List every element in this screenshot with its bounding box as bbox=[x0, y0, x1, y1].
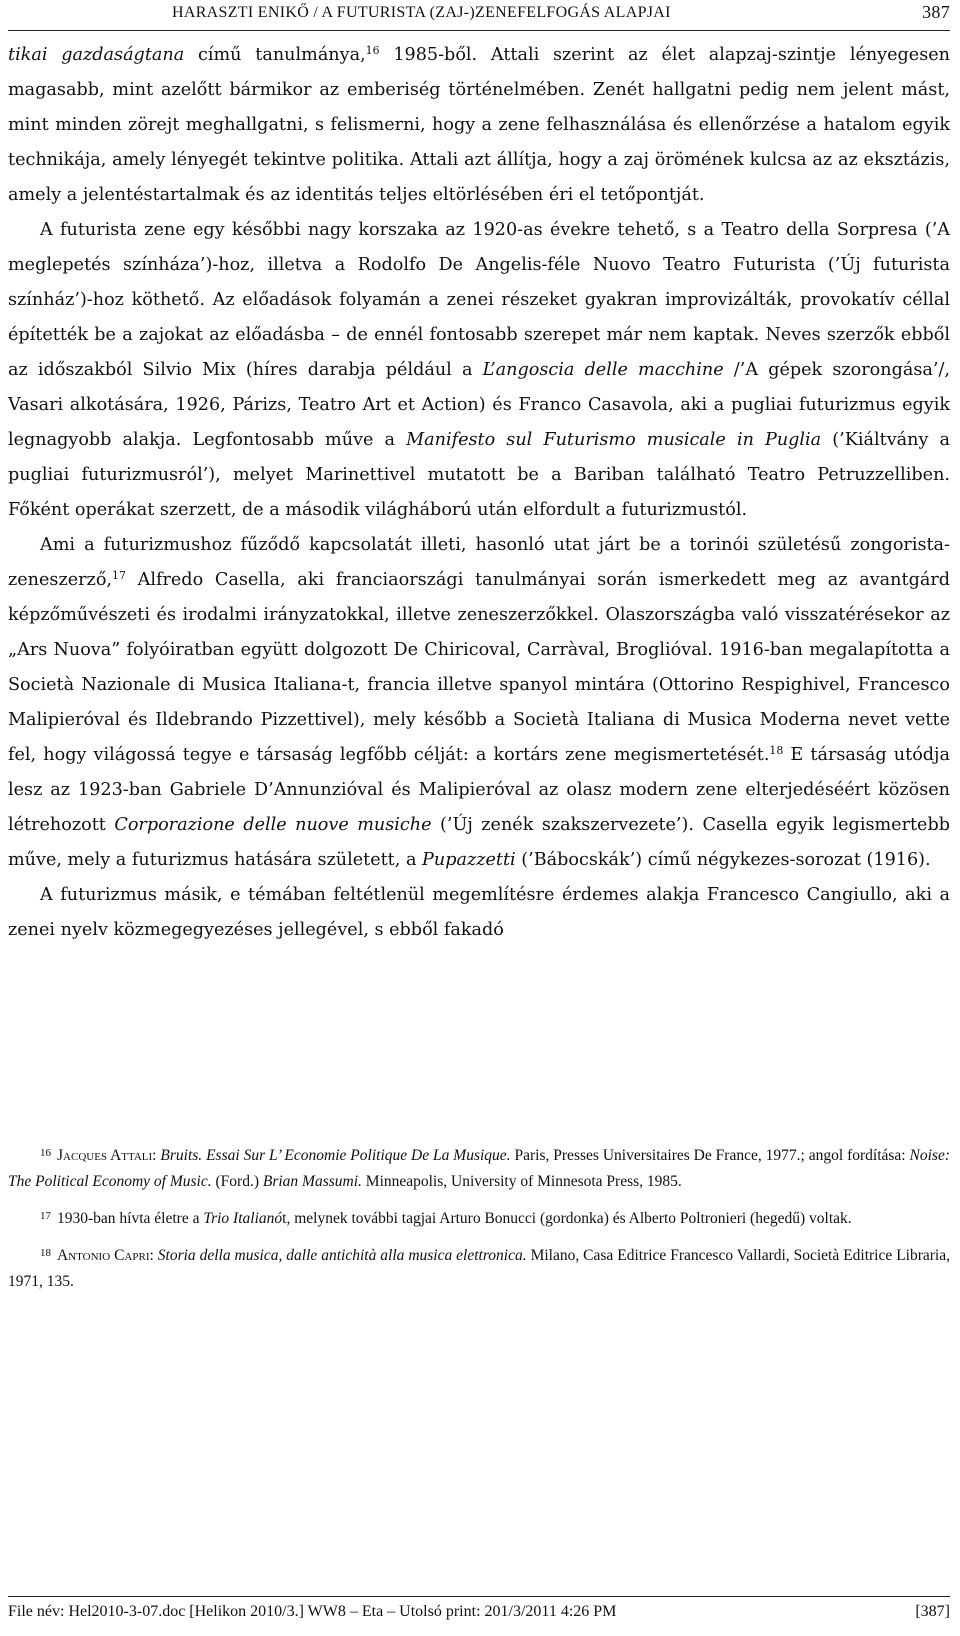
running-header bbox=[8, 2, 950, 28]
text-run: : bbox=[152, 1147, 161, 1164]
footer-divider bbox=[8, 1596, 950, 1597]
footnote-16 bbox=[8, 1140, 950, 1195]
italic-title: L’angoscia delle macchine bbox=[482, 360, 724, 380]
text-run: Paris, Presses Universitaires De France, 1977.; angol fordítása: bbox=[510, 1147, 910, 1164]
italic-title: Bruits. Essai Sur L’ Economie Politique De La Musique. bbox=[160, 1147, 511, 1164]
footnote-author: Antonio Capri bbox=[57, 1247, 150, 1264]
text-run: (’Bábocskák’) című négykezes-sorozat (1916). bbox=[515, 850, 931, 870]
main-text bbox=[8, 38, 950, 948]
paragraph-2 bbox=[8, 213, 950, 528]
text-run: Alfredo Casella, aki franciaországi tanulmányai során ismerkedett meg az avantgárd képzőművészeti és irodalmi irányzatokkal, illetve zeneszerzőkkel. Olaszországba való visszatérésekor az „Ars Nuova” folyóiratban együtt dolgozott De Chiricoval, Carràval, Broglióval. 1916-ban megalapította a Società Nazionale di Musica Italiana-t, francia illetve spanyol mintára (Ottorino Respighivel, Francesco Malipieróval és Ildebrando Pizzettivel), mely később a Società Italiana di Musica Moderna nevet vette fel, hogy világossá tegye e társaság legfőbb célját: a kortárs zene megismertetését. bbox=[8, 570, 950, 765]
italic-name: Brian Massumi. bbox=[262, 1173, 362, 1190]
text-run: Minneapolis, University of Minnesota Press, 1985. bbox=[361, 1173, 682, 1190]
page-footer bbox=[8, 1603, 950, 1629]
footer-page-ref: [387] bbox=[915, 1603, 950, 1620]
text-run: A futurista zene egy későbbi nagy korszaka az 1920-as évekre tehető, s a Teatro della Sorpresa (’A meglepetés színháza’)-hoz, illetva a Rodolfo De Angelis-féle Nuovo Teatro Futurista (’Új futurista színház’)-hoz köthető. Az előadások folyamán a zenei részeket gyakran improvizálták, provokatív céllal építették be a zajokat az előadásba – de ennél fontosabb szerepet már nem kaptak. Neves szerzők ebből az időszakból Silvio Mix (híres darabja például a bbox=[8, 220, 950, 380]
footnote-18 bbox=[8, 1240, 950, 1295]
italic-title: Storia della musica, dalle antichità alla musica elettronica. bbox=[157, 1247, 527, 1264]
footnote-17 bbox=[8, 1203, 950, 1232]
text-run: : bbox=[149, 1247, 158, 1264]
text-run: (’Új zenék szakszervezete’). Casella egyik legismertebb műve, mely a futurizmus hatására született, a bbox=[8, 815, 950, 870]
text-run: 1985-ből. Attali szerint az élet alapzaj-szintje lényegesen magasabb, mint azelőtt bármikor az emberiség történelmében. Zenét hallgatni pedig nem jelent mást, mint minden zörejt meghallgatni, s felismerni, hogy a zene felhasználása és ellenőrzése a hatalom egyik technikája, amely lényegét tekintve politika. Attali azt állítja, hogy a zaj örömének kulcsa az az eksztázis, amely a jelentéstartalmak és az identitás teljes eltörlésében éri el tetőpontját. bbox=[8, 45, 950, 205]
paragraph-1 bbox=[8, 38, 950, 213]
footnotes bbox=[8, 1140, 950, 1303]
footnote-ref-17[interactable]: 17 bbox=[112, 569, 126, 582]
footnote-ref-16[interactable]: 16 bbox=[365, 44, 380, 57]
text-run: t, melynek további tagjai Arturo Bonucci (gordonka) és Alberto Poltronieri (hegedű) voltak. bbox=[282, 1210, 852, 1227]
running-title: HARASZTI ENIKŐ / A FUTURISTA (ZAJ-)ZENEFELFOGÁS ALAPJAI bbox=[172, 4, 671, 21]
text-run: (’Kiáltvány a pugliai futurizmusról’), melyet Marinettivel mutatott be a Bariban található Teatro Petruzzelliben. Főként operákat szerzett, de a második világháború után elfordult a futurizmustól. bbox=[8, 430, 950, 520]
footnote-number: 17 bbox=[40, 1210, 51, 1222]
text-run: Milano, Casa Editrice Francesco Vallardi, Società Editrice Libraria, 1971, 135. bbox=[8, 1247, 950, 1290]
text-run: Ami a futurizmushoz fűződő kapcsolatát illeti, hasonló utat járt be a torinói születésű zongorista-zeneszerző, bbox=[8, 535, 950, 590]
text-run: A futurizmus másik, e témában feltétlenül megemlítésre érdemes alakja Francesco Cangiullo, aki a zenei nyelv közmegegyezéses jellegével, s ebből fakadó bbox=[8, 885, 950, 940]
italic-title: Pupazzetti bbox=[422, 850, 516, 870]
text-run: /’A gépek szorongása’/, Vasari alkotására, 1926, Párizs, Teatro Art et Action) és Franco Casavola, aki a pugliai futurizmus egyik legnagyobb alakja. Legfontosabb műve a bbox=[8, 360, 950, 450]
footnote-author: Jacques Attali bbox=[57, 1147, 153, 1164]
page-number: 387 bbox=[922, 2, 950, 22]
text-run: című tanulmánya, bbox=[184, 45, 366, 65]
footnote-ref-18[interactable]: 18 bbox=[769, 744, 784, 757]
footnote-number: 18 bbox=[40, 1247, 51, 1259]
paragraph-4 bbox=[8, 878, 950, 948]
italic-title: Noise: The Political Economy of Music. bbox=[8, 1147, 950, 1190]
footer-file-info: File név: Hel2010-3-07.doc [Helikon 2010/3.] WW8 – Eta – Utolsó print: 201/3/2011 4:26 PM bbox=[8, 1603, 617, 1620]
italic-title: tikai gazdaságtana bbox=[8, 45, 185, 65]
italic-title: Manifesto sul Futurismo musicale in Puglia bbox=[406, 430, 822, 450]
italic-title: Corporazione delle nuove musiche bbox=[114, 815, 432, 835]
text-run: E társaság utódja lesz az 1923-ban Gabriele D’Annunzióval és Malipieróval az olasz modern zene elterjedéséért közösen létrehozott bbox=[8, 745, 950, 835]
italic-title: Trio Italianó bbox=[203, 1210, 283, 1227]
paragraph-3 bbox=[8, 528, 950, 878]
text-run: (Ford.) bbox=[211, 1173, 263, 1190]
header-divider bbox=[8, 30, 950, 31]
footnote-number: 16 bbox=[40, 1147, 51, 1159]
text-run: 1930-ban hívta életre a bbox=[57, 1210, 204, 1227]
